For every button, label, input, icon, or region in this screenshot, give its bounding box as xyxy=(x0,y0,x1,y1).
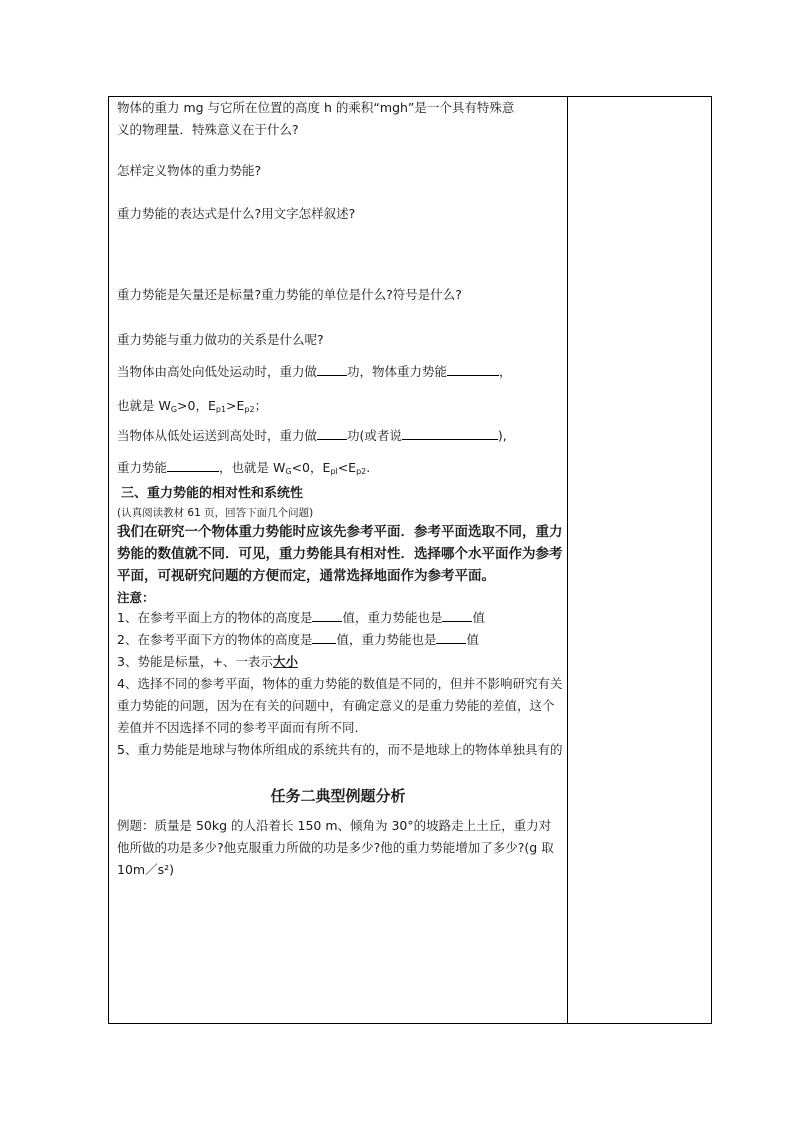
subscript: p2 xyxy=(356,467,367,476)
blank xyxy=(312,629,336,644)
section3-heading: 三、重力势能的相对性和系统性 xyxy=(121,486,304,501)
worksheet-table xyxy=(108,96,712,1024)
text: ), xyxy=(497,428,507,443)
subscript: G xyxy=(170,405,178,414)
blank xyxy=(317,425,347,440)
blank xyxy=(317,361,347,376)
text: >E xyxy=(226,398,245,413)
blank xyxy=(436,629,466,644)
text: 1、在参考平面上方的物体的高度是 xyxy=(117,610,313,625)
text: 2、在参考平面下方的物体的高度是 xyxy=(117,632,313,647)
text: 功，物体重力势能 xyxy=(347,364,448,379)
underlined-answer: 大小 xyxy=(272,654,298,669)
blank xyxy=(167,457,219,472)
subscript: G xyxy=(285,467,292,476)
notice-item-3 xyxy=(117,651,563,673)
line-high-to-low xyxy=(117,361,563,383)
notice-item-1 xyxy=(117,607,563,629)
notice-item-5: 5、重力势能是地球与物体所组成的系统共有的，而不是地球上的物体单独具有的 xyxy=(117,742,563,757)
text: 当物体由高处向低处运动时，重力做 xyxy=(117,364,318,379)
notice-item-4: 4、选择不同的参考平面，物体的重力势能的数值是不同的，但并不影响研究有关重力势能的问题，因为在有关的问题中，有确定意义的是重力势能的差值，这个差值并不因选择不同的参考平面而有所不同. xyxy=(117,676,563,735)
line-wg-positive xyxy=(117,395,563,421)
question-mgh-line2: 义的物理量．特殊意义在于什么? xyxy=(117,122,299,137)
subscript: p1 xyxy=(215,405,227,414)
blank xyxy=(442,607,472,622)
text: 当物体从低处运送到高处时，重力做 xyxy=(117,428,318,443)
question-define-potential-energy: 怎样定义物体的重力势能? xyxy=(117,163,262,178)
text: 功(或者说 xyxy=(347,428,402,443)
text: 重力势能 xyxy=(117,460,168,475)
notice-item-2 xyxy=(117,629,563,651)
text: 也就是 W xyxy=(117,398,171,413)
task2-title: 任务二典型例题分析 xyxy=(270,787,406,805)
blank xyxy=(447,361,499,376)
text: ， xyxy=(499,364,512,379)
text: . xyxy=(366,460,371,475)
text: 3、势能是标量，+、一表示 xyxy=(117,654,273,669)
example-problem: 例题：质量是 50kg 的人沿着长 150 m、倾角为 30°的坡路走上土丘，重力对他所做的功是多少?他克服重力所做的功是多少?他的重力势能增加了多少?(g 取 10m／s²) xyxy=(117,818,554,877)
text: >0，E xyxy=(177,398,216,413)
relativity-paragraph: 我们在研究一个物体重力势能时应该先参考平面．参考平面选取不同，重力势能的数值就不同．可见，重力势能具有相对性．选择哪个水平面作为参考平面，可视研究问题的方便而定，通常选择地面作为参考平面。 xyxy=(117,524,563,584)
content-column xyxy=(109,97,567,1023)
text: ； xyxy=(254,398,268,413)
subscript: pl xyxy=(330,467,338,476)
text: <0，E xyxy=(291,460,331,475)
blank xyxy=(312,607,342,622)
section3-note: (认真阅读教材 61 页，回答下面几个问题) xyxy=(117,507,314,519)
question-mgh-line1: 物体的重力 mg 与它所在位置的高度 h 的乘积“mgh”是一个具有特殊意 xyxy=(117,100,515,115)
question-expression: 重力势能的表达式是什么?用文字怎样叙述? xyxy=(117,206,356,221)
text: 值 xyxy=(472,610,485,625)
line-wg-negative xyxy=(117,457,563,483)
column-divider xyxy=(567,97,568,1023)
line-low-to-high xyxy=(117,425,563,447)
blank xyxy=(402,425,498,440)
text: 值，重力势能也是 xyxy=(336,632,437,647)
notice-label: 注意： xyxy=(117,590,155,605)
question-relation-work: 重力势能与重力做功的关系是什么呢? xyxy=(117,332,324,347)
text: <E xyxy=(337,460,357,475)
text: ，也就是 W xyxy=(219,460,286,475)
text: 值，重力势能也是 xyxy=(342,610,443,625)
text: 值 xyxy=(466,632,479,647)
question-vector-or-scalar: 重力势能是矢量还是标量?重力势能的单位是什么?符号是什么? xyxy=(117,287,462,302)
subscript: p2 xyxy=(244,405,255,414)
